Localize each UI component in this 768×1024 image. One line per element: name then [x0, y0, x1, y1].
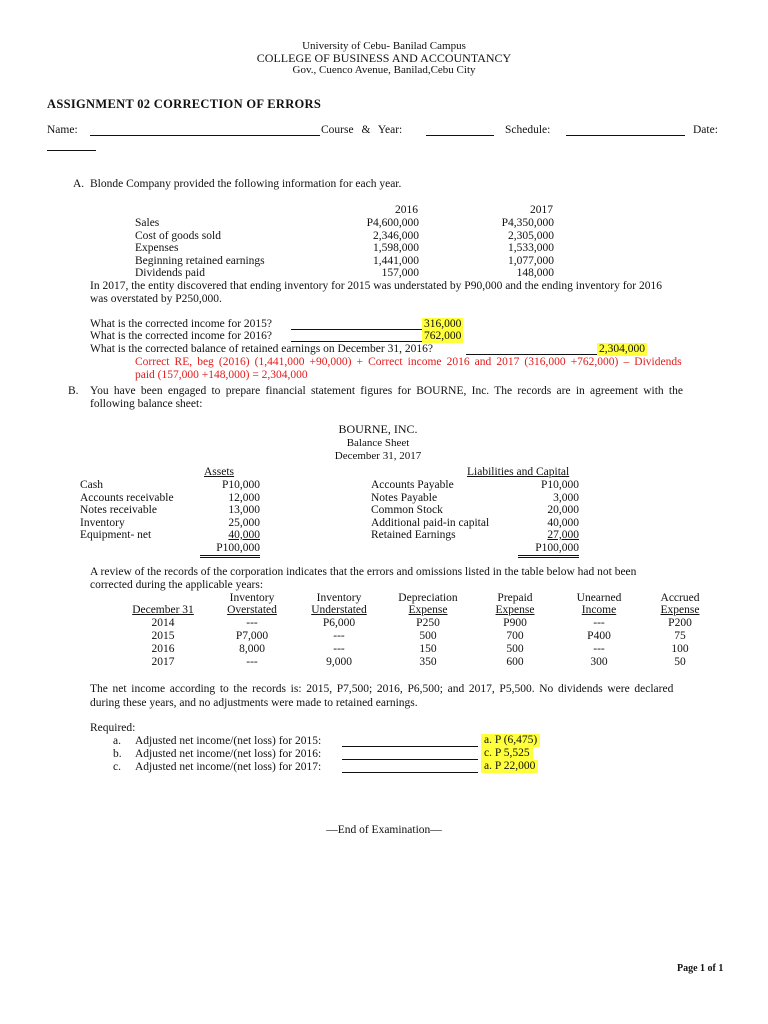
asset-value-underlined: 40,000 — [228, 529, 260, 541]
liability-value: 3,000 — [553, 491, 579, 504]
value-2017: 148,000 — [516, 267, 554, 279]
required-text: Adjusted net income/(net loss) for 2017: — [135, 761, 322, 773]
table-cell: 2015 — [151, 630, 175, 642]
asset-label: Notes receivable — [80, 504, 157, 516]
required-letter: c. — [113, 761, 121, 773]
question-1: What is the corrected income for 2015? — [90, 318, 273, 330]
asset-value: 25,000 — [228, 516, 260, 529]
required-blank[interactable] — [342, 761, 478, 773]
part-a-2016-values — [330, 217, 419, 280]
answer-1-blank[interactable] — [291, 318, 422, 330]
asset-label: Inventory — [80, 516, 125, 529]
table-header-cell: Overstated — [227, 604, 277, 616]
required-letter: b. — [113, 748, 122, 760]
value-2016: 1,441,000 — [373, 254, 419, 267]
row-label: Cost of goods sold — [135, 229, 221, 242]
asset-value — [200, 529, 260, 542]
discovery-line-2: was overstated by P250,000. — [90, 293, 222, 305]
assets-header: Assets — [204, 466, 235, 478]
answer-2: 762,000 — [424, 330, 462, 342]
table-header-cell: Inventory — [229, 592, 275, 604]
assets-values — [200, 479, 260, 542]
table-cell: P400 — [587, 630, 611, 642]
liability-label: Accounts Payable — [371, 479, 454, 491]
table-cell: P7,000 — [235, 630, 269, 642]
table-cell: --- — [333, 643, 345, 655]
assets-labels — [80, 479, 174, 542]
table-header-cell: Income — [581, 604, 617, 616]
company-name: BOURNE, INC. — [338, 422, 418, 436]
part-a-intro: Blonde Company provided the following information for each year. — [90, 178, 402, 190]
table-cell: 500 — [419, 630, 437, 642]
table-header-cell: Inventory — [316, 592, 362, 604]
value-2016: 1,598,000 — [373, 242, 419, 254]
name-blank[interactable] — [90, 124, 320, 136]
required-answer: c. P 5,525 — [481, 747, 533, 760]
net-income-line-2: during these years, and no adjustments were made to retained earnings. — [90, 697, 418, 709]
college-name: COLLEGE OF BUSINESS AND ACCOUNTANCY — [256, 51, 512, 65]
table-cell: 100 — [671, 643, 689, 655]
value-2017: P4,350,000 — [501, 217, 554, 229]
course-year-blank[interactable] — [426, 124, 494, 136]
row-label: Dividends paid — [135, 267, 205, 279]
table-cell: 2016 — [151, 643, 175, 655]
liability-label: Notes Payable — [371, 491, 438, 504]
schedule-label: Schedule: — [505, 124, 551, 136]
asset-value: 12,000 — [228, 491, 260, 504]
required-letter: a. — [113, 735, 121, 747]
assignment-title: ASSIGNMENT 02 CORRECTION OF ERRORS — [47, 97, 322, 111]
table-header-cell: December 31 — [132, 604, 194, 616]
value-2016: 157,000 — [381, 267, 419, 279]
question-2: What is the corrected income for 2016? — [90, 330, 273, 342]
part-a-2017-values — [465, 217, 554, 280]
value-2017: 1,533,000 — [508, 242, 554, 254]
liability-value — [518, 529, 579, 542]
required-text: Adjusted net income/(net loss) for 2016: — [135, 748, 322, 760]
table-cell: P900 — [503, 617, 527, 629]
liabilities-labels — [371, 479, 489, 542]
question-3: What is the corrected balance of retained earnings on December 31, 2016? — [90, 343, 433, 355]
required-label: Required: — [90, 722, 136, 734]
liability-value: P10,000 — [540, 479, 579, 491]
review-line-2: corrected during the applicable years: — [90, 579, 264, 591]
part-b-intro-2: following balance sheet: — [90, 398, 203, 410]
table-cell: P6,000 — [322, 617, 356, 629]
answer-3: 2,304,000 — [599, 343, 645, 355]
answer-2-blank[interactable] — [291, 330, 422, 342]
asset-value: P10,000 — [221, 479, 260, 491]
table-cell: 700 — [506, 630, 524, 642]
solution-line-1: Correct RE, beg (2016) (1,441,000 +90,000) + Correct income 2016 and 2017 (316,000 +762,000) – Dividends — [135, 356, 682, 368]
address: Gov., Cuenco Avenue, Banilad,Cebu City — [292, 64, 476, 76]
table-cell: 75 — [674, 630, 686, 642]
answer-1: 316,000 — [424, 318, 462, 330]
discovery-line-1: In 2017, the entity discovered that ending inventory for 2015 was understated by P90,000 and the ending inventory for 2016 — [90, 280, 663, 292]
table-cell: 8,000 — [239, 643, 265, 655]
required-text: Adjusted net income/(net loss) for 2015: — [135, 735, 322, 747]
solution-line-2: paid (157,000 +148,000) = 2,304,000 — [135, 369, 308, 381]
table-header-cell: Understated — [311, 604, 367, 616]
net-income-line-1: The net income according to the records is: 2015, P7,500; 2016, P6,500; and 2017, P5,500. No dividends were declared — [90, 683, 674, 695]
table-cell: --- — [246, 656, 258, 668]
table-cell: P250 — [416, 617, 440, 629]
date-label: Date: — [693, 124, 718, 136]
table-header-cell: Expense — [660, 604, 700, 616]
table-header-cell: Expense — [495, 604, 535, 616]
table-cell: 300 — [590, 656, 608, 668]
table-header-cell: Expense — [408, 604, 448, 616]
table-cell: 500 — [506, 643, 524, 655]
table-cell: 50 — [674, 656, 686, 668]
row-label: Expenses — [135, 242, 179, 254]
name-label: Name: — [47, 124, 78, 136]
value-2016: 2,346,000 — [373, 229, 419, 242]
part-a-letter: A. — [73, 178, 85, 190]
page-number: Page 1 of 1 — [677, 963, 724, 974]
table-cell: --- — [246, 617, 258, 629]
liability-value: 20,000 — [547, 504, 579, 516]
liability-label: Retained Earnings — [371, 529, 456, 541]
required-blank[interactable] — [342, 748, 478, 760]
table-cell: 150 — [419, 643, 437, 655]
table-cell: --- — [333, 630, 345, 642]
table-header-cell: Accrued — [660, 592, 700, 604]
liability-label: Common Stock — [371, 504, 443, 516]
asset-value: 13,000 — [228, 504, 260, 516]
table-header-cell: Prepaid — [497, 592, 533, 604]
part-a-labels — [135, 217, 265, 280]
asset-label: Cash — [80, 479, 103, 491]
table-cell: --- — [593, 617, 605, 629]
part-b-letter: B. — [68, 385, 79, 397]
table-cell: 350 — [419, 656, 437, 668]
table-cell: 9,000 — [326, 656, 352, 668]
row-label: Sales — [135, 217, 160, 229]
liabilities-values — [518, 479, 579, 542]
assets-total: P100,000 — [200, 542, 260, 558]
required-blank[interactable] — [342, 735, 478, 747]
date-blank[interactable] — [47, 139, 96, 151]
table-cell: P200 — [668, 617, 692, 629]
table-header-cell: Unearned — [576, 592, 622, 604]
answer-3-blank[interactable] — [466, 343, 597, 355]
statement-name: Balance Sheet — [346, 437, 410, 449]
university-name: University of Cebu- Banilad Campus — [302, 40, 466, 52]
table-cell: --- — [593, 643, 605, 655]
table-cell: 2014 — [151, 617, 175, 629]
value-2017: 1,077,000 — [508, 254, 554, 267]
asset-label: Equipment- net — [80, 529, 152, 541]
end-of-exam: —End of Examination— — [326, 824, 442, 836]
liability-label: Additional paid-in capital — [371, 516, 490, 529]
schedule-blank[interactable] — [566, 124, 685, 136]
year-2017: 2017 — [530, 204, 553, 216]
year-2016: 2016 — [395, 204, 418, 216]
asset-label: Accounts receivable — [80, 491, 174, 504]
liability-value-underlined: 27,000 — [547, 529, 579, 541]
course-year-label: Course & Year: — [321, 124, 403, 136]
row-label: Beginning retained earnings — [135, 254, 265, 267]
liability-value: 40,000 — [547, 516, 579, 529]
value-2016: P4,600,000 — [366, 217, 419, 229]
statement-date: December 31, 2017 — [334, 450, 422, 462]
part-b-intro-1: You have been engaged to prepare financial statement figures for BOURNE, Inc. The records are in agreement with the — [90, 385, 683, 397]
review-line-1: A review of the records of the corporation indicates that the errors and omissions listed in the table below had not been — [90, 566, 637, 578]
liabilities-header: Liabilities and Capital — [467, 466, 570, 478]
required-answer: a. P (6,475) — [481, 734, 540, 747]
table-cell: 2017 — [151, 656, 175, 668]
value-2017: 2,305,000 — [508, 229, 554, 242]
liabilities-total: P100,000 — [518, 542, 579, 558]
required-answer: a. P 22,000 — [481, 760, 538, 773]
table-header-cell: Depreciation — [398, 592, 458, 604]
table-cell: 600 — [506, 656, 524, 668]
